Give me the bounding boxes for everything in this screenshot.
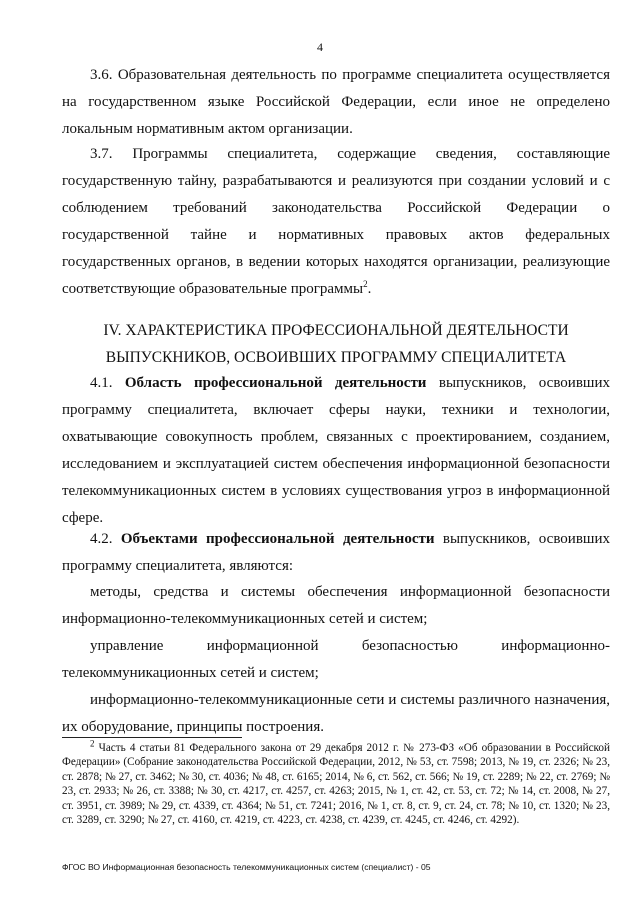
- section-heading-line-1: IV. ХАРАКТЕРИСТИКА ПРОФЕССИОНАЛЬНОЙ ДЕЯТЕЛЬНОСТИ: [103, 322, 569, 339]
- paragraph-4-2-number: 4.2.: [90, 531, 121, 547]
- paragraph-4-1-text: выпускников, освоивших программу специалитета, включает сферы науки, техники и технологии, охватывающие совокупность проблем, связанных с проектированием, созданием, исследованием и эксплуатацией систем обеспечения информационной безопасности телекоммуникационных систем в условиях существования угроз в информационной сфере.: [62, 375, 610, 526]
- section-heading-line-2: ВЫПУСКНИКОВ, ОСВОИВШИХ ПРОГРАММУ СПЕЦИАЛИТЕТА: [105, 349, 567, 366]
- paragraph-3-6: 3.6. Образовательная деятельность по программе специалитета осуществляется на государственном языке Российской Федерации, если иное не определено локальным нормативным актом организации.: [62, 67, 610, 137]
- paragraph-4-2-term: Объектами профессиональной деятельности: [120, 531, 435, 547]
- list-item: управление информационной безопасностью информационно-телекоммуникационных сетей и систем;: [62, 638, 610, 681]
- paragraph-4-1-term: Область профессиональной деятельности: [124, 375, 427, 391]
- footnote-divider: [62, 737, 242, 738]
- footnote-mark: 2: [90, 738, 95, 749]
- paragraph-4-1-block: [62, 370, 610, 532]
- list-item: информационно-телекоммуникационные сети и системы различного назначения, их оборудование, принципы построения.: [62, 692, 610, 735]
- paragraph-3-7-end: .: [367, 281, 372, 297]
- paragraph-4-1-number: 4.1.: [90, 375, 125, 391]
- paragraph-4-2: [62, 526, 610, 580]
- footnote-2: [62, 738, 610, 827]
- page-footer: ФГОС ВО Информационная безопасность телекоммуникационных систем (специалист) - 05: [62, 862, 431, 872]
- paragraph-4-2-block: [62, 526, 610, 580]
- paragraph-3-7-block: [62, 141, 610, 303]
- paragraph-3-6-block: [62, 62, 610, 143]
- page-number: 4: [317, 40, 323, 54]
- list-item: методы, средства и системы обеспечения информационной безопасности информационно-телекоммуникационных сетей и систем;: [62, 584, 610, 627]
- paragraph-3-7: [62, 141, 610, 303]
- objects-list: [62, 579, 610, 741]
- paragraph-3-7-text: 3.7. Программы специалитета, содержащие сведения, составляющие государственную тайну, разрабатываются и реализуются при создании условий и с соблюдением требований законодательства Российской Федерации о государственной тайне и нормативных правовых актов федеральных государственных органов, в ведении которых находятся организации, реализующие соответствующие образовательные программы: [62, 146, 610, 297]
- section-heading-block: [62, 317, 610, 371]
- paragraph-4-2-text: выпускников, освоивших программу специалитета, являются:: [62, 531, 610, 574]
- paragraph-4-1: [62, 370, 610, 532]
- footnote-text: Часть 4 статьи 81 Федерального закона от 29 декабря 2012 г. № 273-ФЗ «Об образовании в Российской Федерации» (Собрание законодательства Российской Федерации, 2012, № 53, ст. 7598; 2013, № 19, ст. 2326; № 23, ст. 2878; № 27, ст. 3462; № 30, ст. 4036; № 48, ст. 6165; 2014, № 6, ст. 562, ст. 566; № 19, ст. 2289; № 22, ст. 2769; № 23, ст. 2933; № 26, ст. 3388; № 30, ст. 4217, ст. 4257, ст. 4263; 2015, № 1, ст. 42, ст. 53, ст. 72; № 14, ст. 2008, № 27, ст. 3951, ст. 3989; № 29, ст. 4339, ст. 4364; № 51, ст. 7241; 2016, № 1, ст. 8, ст. 9, ст. 24, ст. 78; № 10, ст. 1320; № 23, ст. 3289, ст. 3290; № 27, ст. 4160, ст. 4219, ст. 4223, ст. 4238, ст. 4239, ст. 4245, ст. 4246, ст. 4292).: [62, 742, 610, 827]
- footnote-ref-2: 2: [363, 279, 368, 289]
